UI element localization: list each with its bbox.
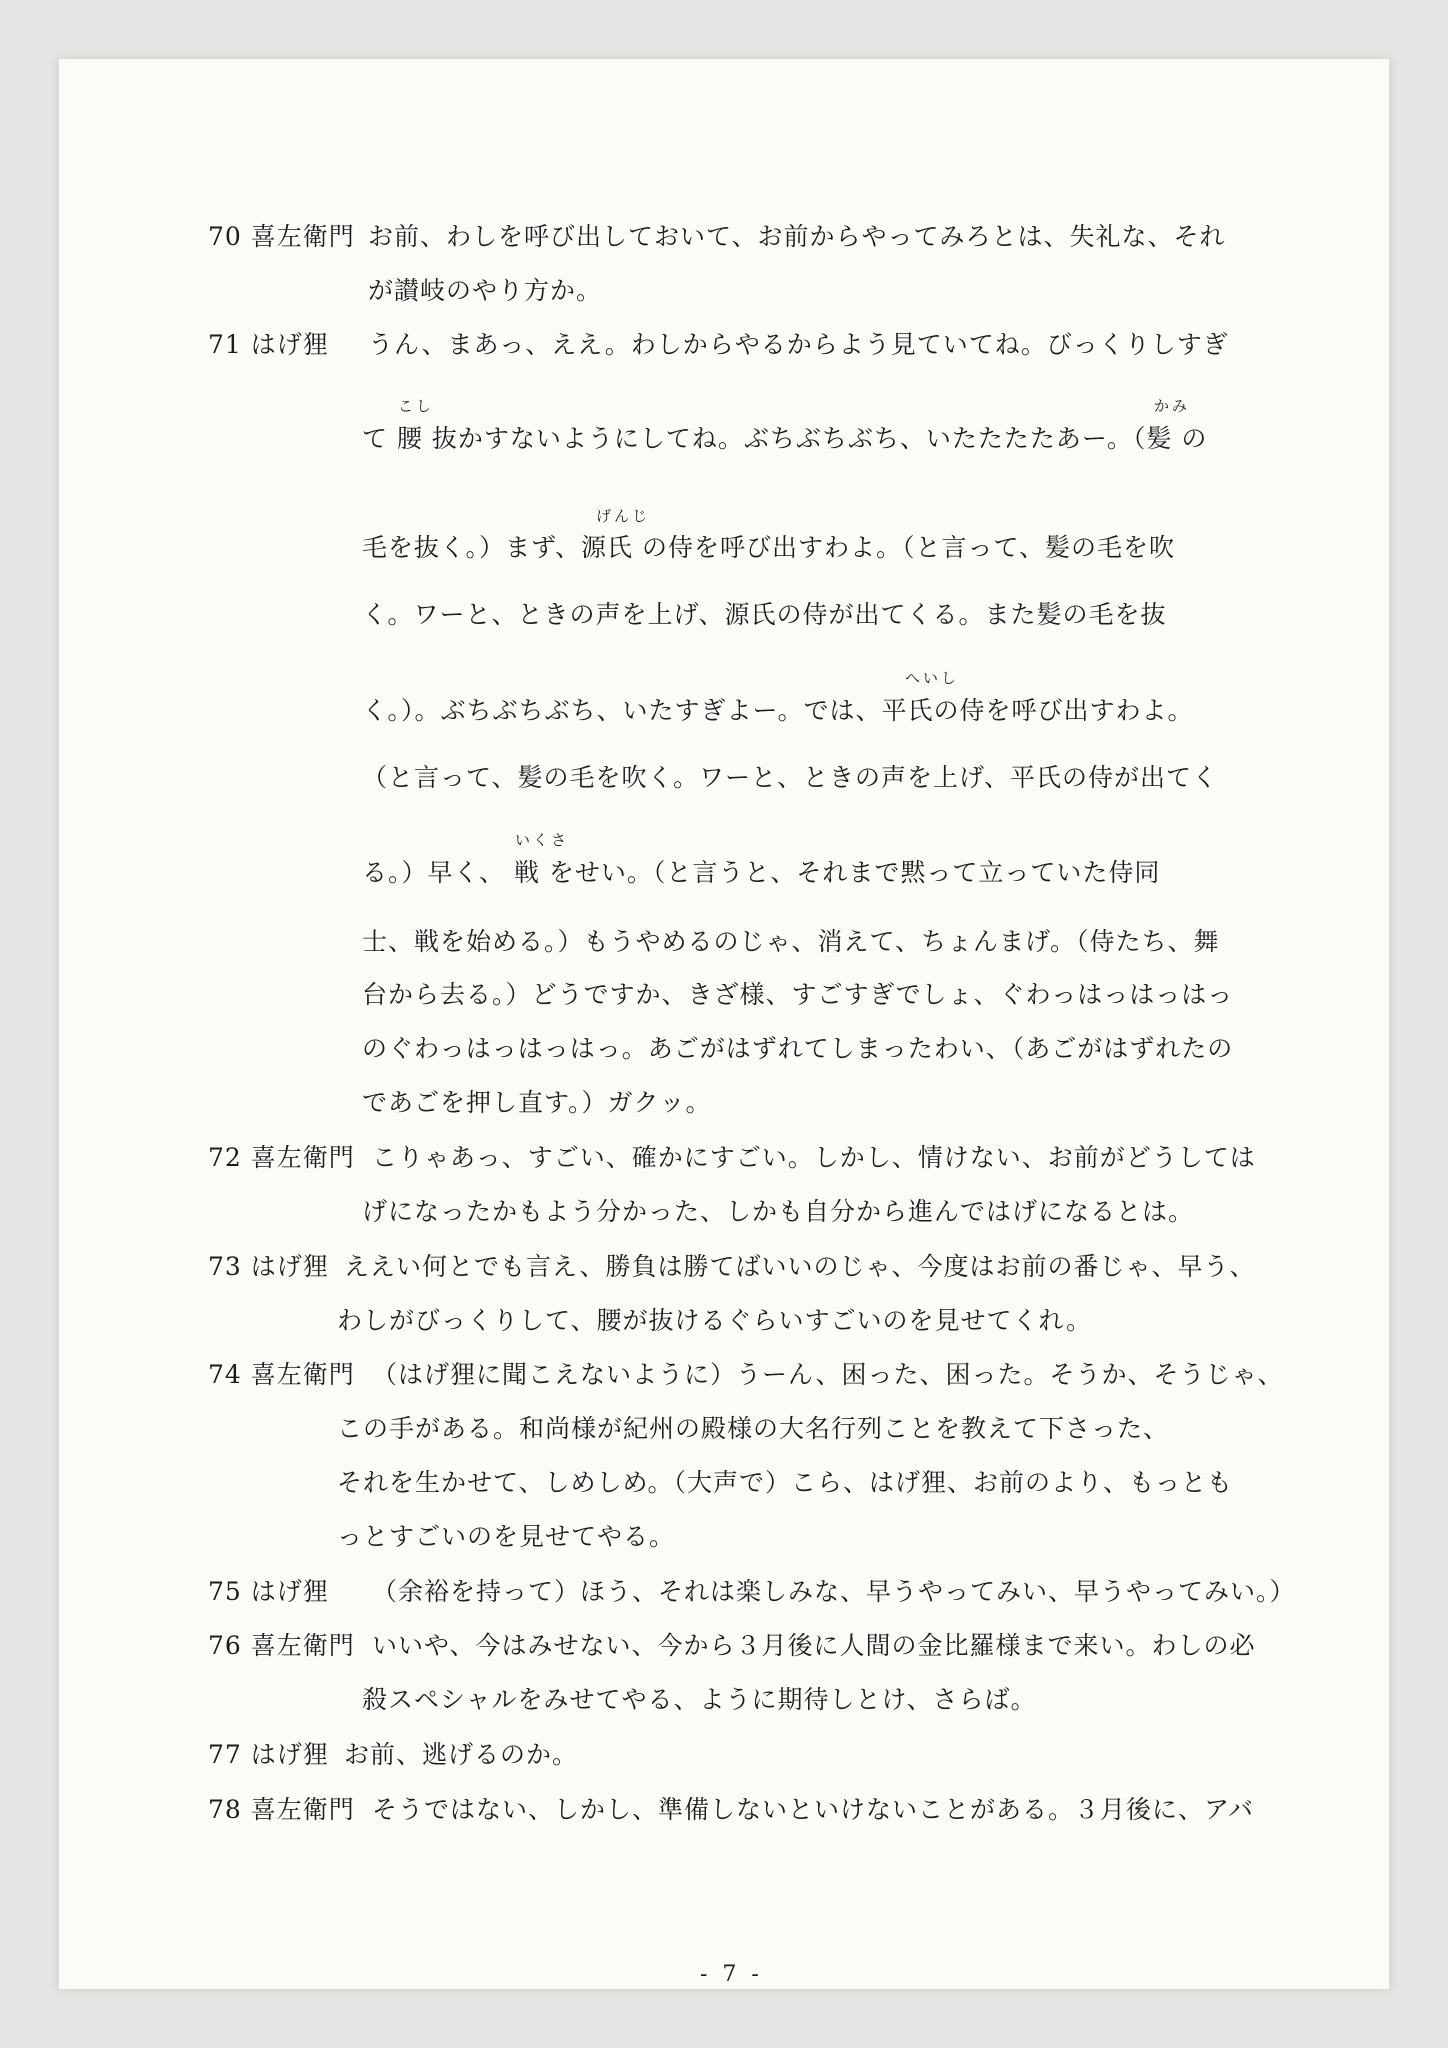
dialogue-line: いいや、今はみせない、今から３月後に人間の金比羅様まで来い。わしの必 [372, 1631, 1256, 1660]
speaker-label-78: 78 喜左衛門 [208, 1795, 355, 1824]
page-number: - 7 - [700, 1962, 763, 1987]
ruby-annotation: かみ [1154, 397, 1191, 415]
speaker-label-74: 74 喜左衛門 [208, 1360, 355, 1389]
ruby-annotation: へいし [905, 669, 960, 687]
dialogue-line: 台から去る。）どうですか、きざ様、すごすぎでしょ、ぐわっはっはっはっ [362, 980, 1234, 1009]
ruby-annotation: げんじ [596, 507, 651, 525]
dialogue-line: うん、まあっ、ええ。わしからやるからよう見ていてね。びっくりしすぎ [368, 330, 1229, 359]
dialogue-line: （と言って、髪の毛を吹く。ワーと、ときの声を上げ、平氏の侍が出てく [362, 763, 1219, 792]
dialogue-line: 殺スペシャルをみせてやる、ように期待しとけ、さらば。 [362, 1685, 1037, 1714]
dialogue-line: こりゃあっ、すごい、確かにすごい。しかし、情けない、お前がどうしては [372, 1143, 1256, 1172]
speaker-label-77: 77 はげ狸 [208, 1740, 329, 1769]
dialogue-line: お前、逃げるのか。 [344, 1740, 579, 1769]
dialogue-line: そうではない、しかし、準備しないといけないことがある。３月後に、アバ [372, 1795, 1255, 1824]
dialogue-line: それを生かせて、しめしめ。（大声で）こら、はげ狸、お前のより、もっとも [337, 1468, 1234, 1497]
speaker-label-72: 72 喜左衛門 [208, 1143, 355, 1172]
dialogue-line: っとすごいのを見せてやる。 [337, 1522, 676, 1551]
dialogue-line: わしがびっくりして、腰が抜けるぐらいすごいのを見せてくれ。 [337, 1306, 1093, 1335]
dialogue-line: 毛を抜く。）まず、源氏 の侍を呼び出すわよ。（と言って、髪の毛を吹 [362, 533, 1175, 562]
dialogue-line: であごを押し直す。）ガクッ。 [362, 1088, 712, 1117]
dialogue-line: （はげ狸に聞こえないように）うーん、困った、困った。そうか、そうじゃ、 [372, 1360, 1284, 1389]
dialogue-line: く。ワーと、ときの声を上げ、源氏の侍が出てくる。また髪の毛を抜 [362, 600, 1167, 629]
dialogue-line: ええい何とでも言え、勝負は勝てばいいのじゃ、今度はお前の番じゃ、早う、 [344, 1252, 1256, 1281]
dialogue-line: この手がある。和尚様が紀州の殿様の大名行列ことを教えて下さった、 [337, 1414, 1170, 1443]
speaker-label-71: 71 はげ狸 [208, 330, 329, 359]
dialogue-line: が讃岐のやり方か。 [368, 276, 603, 305]
ruby-annotation: いくさ [515, 831, 570, 849]
dialogue-line: く。）。ぶちぶちぶち、いたすぎよー。では、平氏の侍を呼び出すわよ。 [362, 696, 1194, 725]
speaker-label-73: 73 はげ狸 [208, 1252, 329, 1281]
dialogue-line: て 腰 抜かすないようにしてね。ぶちぶちぶち、いたたたたあー。（髪 の [362, 424, 1208, 453]
speaker-label-75: 75 はげ狸 [208, 1577, 329, 1606]
dialogue-line: お前、わしを呼び出しておいて、お前からやってみろとは、失礼な、それ [368, 222, 1226, 251]
dialogue-line: （余裕を持って）ほう、それは楽しみな、早うやってみい、早うやってみい。） [372, 1577, 1296, 1606]
dialogue-line: げになったかもよう分かった、しかも自分から進んではげになるとは。 [362, 1197, 1195, 1226]
ruby-annotation: こし [398, 397, 435, 415]
dialogue-line: る。）早く、 戦 をせい。（と言うと、それまで黙って立っていた侍同 [362, 858, 1161, 887]
dialogue-line: 士、戦を始める。）もうやめるのじゃ、消えて、ちょんまげ。（侍たち、舞 [362, 927, 1220, 956]
speaker-label-76: 76 喜左衛門 [208, 1631, 355, 1660]
dialogue-line: のぐわっはっはっはっ。あごがはずれてしまったわい、（あごがはずれたの [362, 1034, 1234, 1063]
speaker-label-70: 70 喜左衛門 [208, 222, 355, 251]
